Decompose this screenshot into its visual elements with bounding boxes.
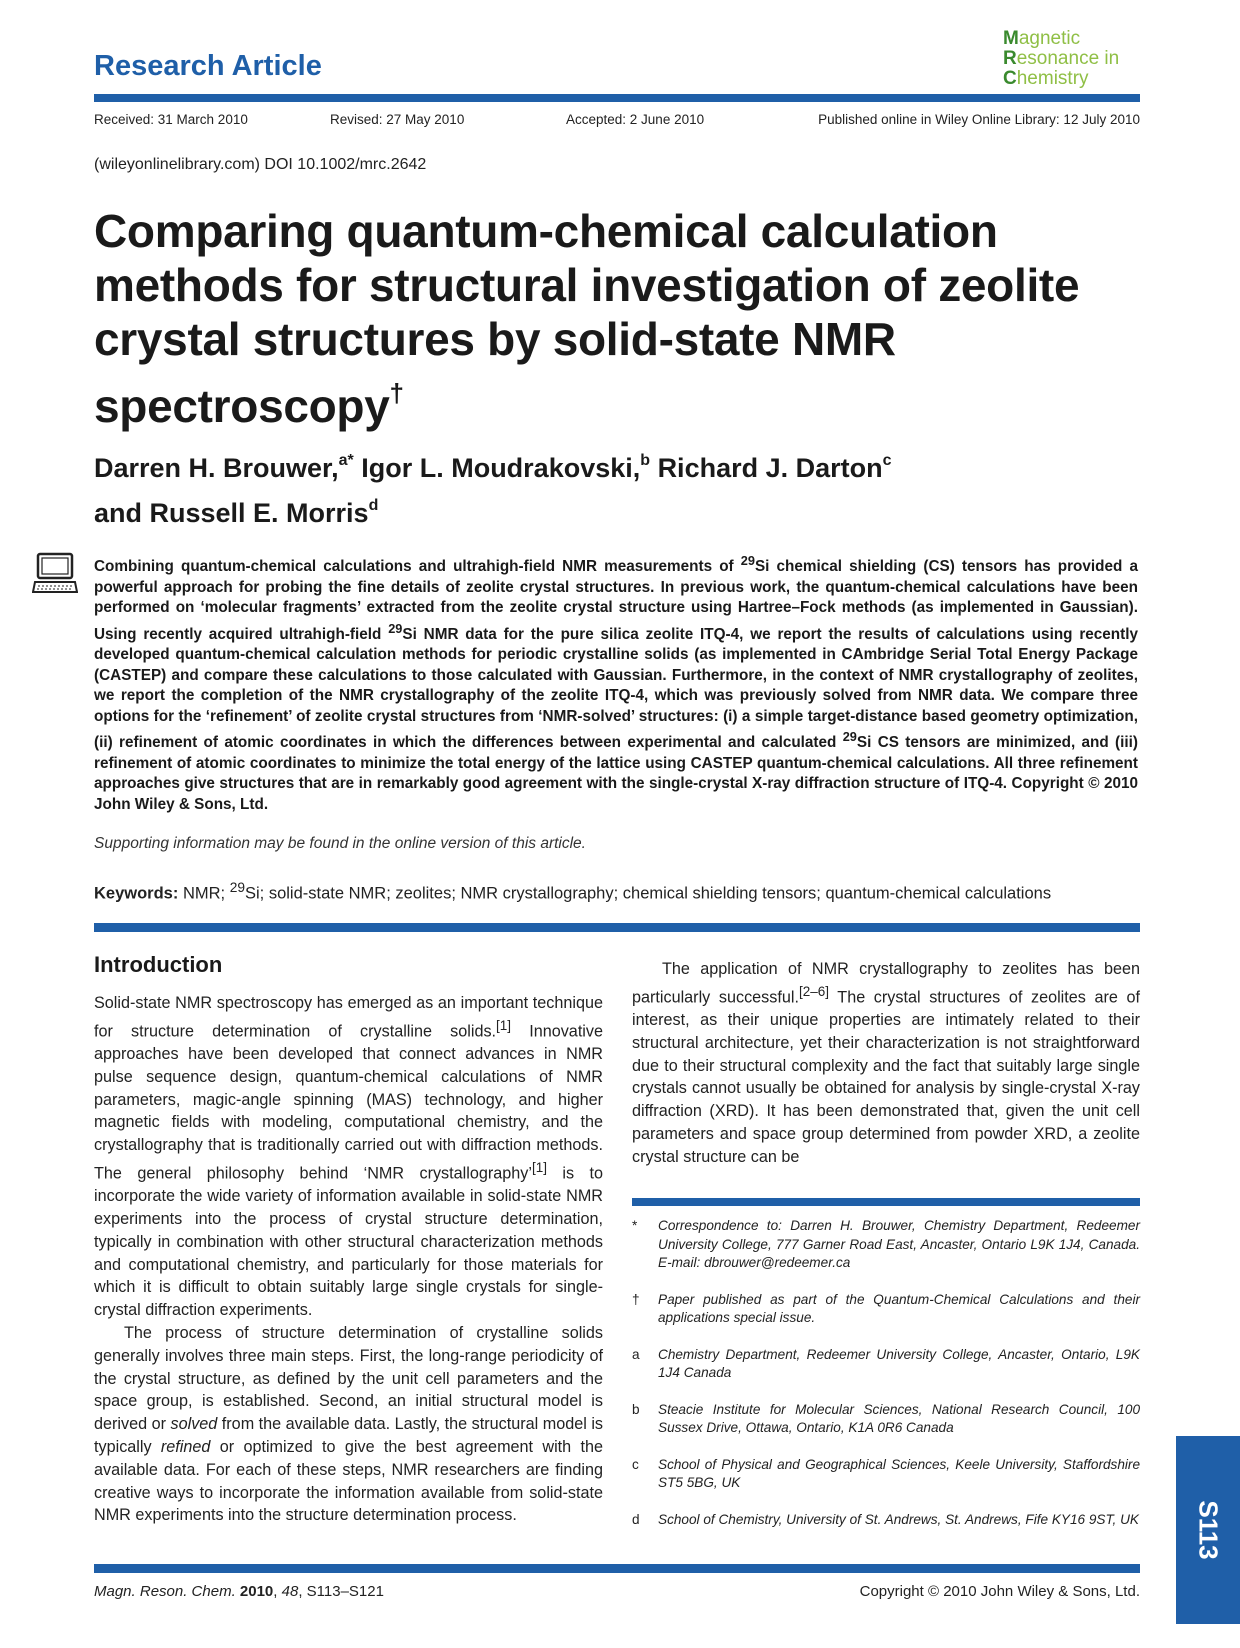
copyright-footer: Copyright © 2010 John Wiley & Sons, Ltd. xyxy=(859,1583,1140,1600)
footnotes xyxy=(632,1217,1140,1547)
logo-text-2: esonance in xyxy=(1016,48,1120,69)
journal-name: Magn. Reson. Chem. xyxy=(94,1583,236,1600)
footnote-mark: * xyxy=(632,1218,638,1233)
page-number-tab xyxy=(1176,1436,1240,1624)
author-list xyxy=(94,442,1094,532)
footnote xyxy=(632,1401,1140,1438)
body-column-left xyxy=(94,992,603,1527)
section-label: Research Article xyxy=(94,50,322,82)
keywords-label: Keywords: xyxy=(94,884,179,903)
footnote xyxy=(632,1346,1140,1383)
footnote xyxy=(632,1291,1140,1328)
isotope-superscript: 29 xyxy=(842,729,857,745)
logo-cap-r: R xyxy=(1003,48,1017,69)
author-affiliation: d xyxy=(368,497,379,514)
journal-logo xyxy=(1003,29,1153,89)
paragraph xyxy=(94,1322,603,1527)
footnote-text: Steacie Institute for Molecular Sciences, National Research Council, 100 Sussex Drive, Ottawa, Ontario, K1A 0R6 Canada xyxy=(658,1401,1140,1435)
article-title xyxy=(94,204,1174,433)
author-name: and Russell E. Morris xyxy=(94,498,369,528)
doi-line: (wileyonlinelibrary.com) DOI 10.1002/mrc.2642 xyxy=(94,156,427,173)
keywords xyxy=(94,880,1154,904)
keywords-text: NMR; xyxy=(178,884,230,903)
paragraph-text: The process of structure determination of crystalline solids generally involves three main steps. First, the long-range periodicity of the crystal structure, as defined by the unit cell parameters and the space group, is established. Second, an initial structural model is derived or xyxy=(94,1323,603,1434)
citation-footer: Magn. Reson. Chem. 2010, 48, S113–S121 xyxy=(94,1583,384,1600)
logo-cap-m: M xyxy=(1003,28,1019,49)
revised-date: Revised: 27 May 2010 xyxy=(330,112,465,127)
isotope-superscript: 29 xyxy=(388,620,403,636)
journal-pages: , S113–S121 xyxy=(298,1583,384,1600)
emphasis: refined xyxy=(160,1437,211,1456)
footnote-mark: b xyxy=(632,1401,640,1417)
footnote-mark: d xyxy=(632,1511,640,1527)
author-name: Igor L. Moudrakovski, xyxy=(361,453,641,483)
abstract-text: Combining quantum-chemical calculations and ultrahigh-field NMR measurements of xyxy=(94,558,741,576)
accepted-date: Accepted: 2 June 2010 xyxy=(566,112,705,127)
paragraph-text: The application of NMR crystallography to zeolites has been particularly successful. xyxy=(632,960,1140,1007)
logo-cap-c: C xyxy=(1003,68,1017,89)
footnote xyxy=(632,1456,1140,1493)
footer-rule xyxy=(94,1564,1140,1573)
received-date: Received: 31 March 2010 xyxy=(94,112,248,127)
footnote xyxy=(632,1511,1140,1530)
footnote-rule xyxy=(632,1198,1140,1206)
section-heading: Introduction xyxy=(94,952,223,977)
author-name: Richard J. Darton xyxy=(657,453,883,483)
footnote-mark: c xyxy=(632,1456,639,1472)
page-number: S113 xyxy=(1193,1500,1224,1560)
paragraph xyxy=(94,992,603,1322)
paragraph-text: is to incorporate the wide variety of information available in solid-state NMR experiments into the process of crystal structure determination, typically in combination with other structural characterization methods and computational chemistry, and particularly for those materials for which it is difficult to obtain suitably large single crystals for single-crystal diffraction experiments. xyxy=(94,1164,604,1320)
abstract-text: Si CS tensors are minimized, and (iii) refinement of atomic coordinates to minimize the total energy of the lattice using CASTEP quantum-chemical calculations. All three refinement approaches give structures that are in remarkably good agreement with the single-crystal X-ray diffraction structure of ITQ-4. Copyright © 2010 John Wiley & Sons, Ltd. xyxy=(94,734,1138,813)
keywords-text: Si; solid-state NMR; zeolites; NMR crystallography; chemical shielding tensors; quantum-chemical calculations xyxy=(245,884,1052,903)
isotope-superscript: 29 xyxy=(229,880,245,895)
author-affiliation: b xyxy=(640,452,651,469)
footnote xyxy=(632,1217,1140,1273)
footnote-text: School of Chemistry, University of St. Andrews, St. Andrews, Fife KY16 9ST, UK xyxy=(658,1511,1139,1527)
abstract-rule xyxy=(94,923,1140,932)
footnote-mark: † xyxy=(632,1291,640,1307)
computer-icon xyxy=(32,552,78,596)
journal-year: 2010 xyxy=(239,1583,274,1600)
journal-volume: 48 xyxy=(281,1583,299,1600)
footnote-text: Chemistry Department, Redeemer University College, Ancaster, Ontario, L9K 1J4 Canada xyxy=(658,1346,1140,1380)
footnote-text: Correspondence to: Darren H. Brouwer, Chemistry Department, Redeemer University College, 777 Garner Road East, Ancaster, Ontario L9K 1J4, Canada. E-mail: dbrouwer@redeemer.ca xyxy=(658,1218,1140,1270)
paragraph-text: The crystal structures of zeolites are of interest, as their unique properties are intimately related to their structural architecture, yet their characterization is not straightforward due to their structural complexity and the fact that suitably large single crystals cannot usually be obtained for analysis by single-crystal X-ray diffraction (XRD). It has been demonstrated that, given the unit cell parameters and space group determined from powder XRD, a zeolite crystal structure can be xyxy=(632,988,1140,1166)
author-affiliation: a* xyxy=(338,452,354,469)
published-date: Published online in Wiley Online Library: 12 July 2010 xyxy=(818,112,1140,127)
logo-text-3: hemistry xyxy=(1016,68,1089,89)
title-dagger: † xyxy=(389,378,404,408)
header-rule xyxy=(94,94,1140,102)
citation: [2–6] xyxy=(798,983,829,999)
supporting-info-note: Supporting information may be found in the online version of this article. xyxy=(94,835,586,852)
paragraph xyxy=(632,958,1140,1169)
author-name: Darren H. Brouwer, xyxy=(94,453,339,483)
logo-text-1: agnetic xyxy=(1018,28,1081,49)
abstract-text: Si chemical shielding (CS) tensors has provided a powerful approach for probing the fine details of zeolite crystal structures. In previous work, the quantum-chemical calculations have been performed on ‘molecular fragments’ extracted from the zeolite crystal structure using Hartree–Fock methods (as implemented in Gaussian). Using recently acquired ultrahigh-field xyxy=(94,558,1138,643)
citation: [1] xyxy=(496,1017,512,1033)
abstract-text: Si NMR data for the pure silica zeolite ITQ-4, we report the results of calculations using recently developed quantum-chemical calculation methods for periodic crystalline solids (as implemented in CAmbridge Serial Total Energy Package (CASTEP) and compare these calculations to those calculated with Gaussian. Furthermore, in the context of NMR crystallography of zeolites, we report the completion of the NMR crystallography of the zeolite ITQ-4, which was previously solved from NMR data. We compare three options for the ‘refinement’ of zeolite crystal structures from ‘NMR-solved’ structures: (i) a simple target-distance based geometry optimization, (ii) refinement of atomic coordinates in which the differences between experimental and calculated xyxy=(94,625,1138,752)
paragraph-text: from the available data. Lastly, the structural model is typically xyxy=(94,1415,604,1456)
title-text: Comparing quantum-chemical calculation methods for structural investigation of zeolite crystal structures by solid-state NMR spectroscopy xyxy=(94,205,1080,432)
footnote-text: Paper published as part of the Quantum-Chemical Calculations and their applications special issue. xyxy=(658,1291,1140,1325)
paragraph-text: or optimized to give the best agreement with the available data. For each of these steps, NMR researchers are finding creative ways to incorporate the information available from solid-state NMR experiments into the structure determination process. xyxy=(94,1437,603,1525)
paragraph-text: Solid-state NMR spectroscopy has emerged as an important technique for structure determination of crystalline solids. xyxy=(94,994,603,1041)
emphasis: solved xyxy=(170,1415,218,1434)
footnote-mark: a xyxy=(632,1346,640,1362)
footnote-text: School of Physical and Geographical Sciences, Keele University, Staffordshire ST5 5BG, UK xyxy=(658,1456,1140,1490)
author-affiliation: c xyxy=(882,452,892,469)
citation: [1] xyxy=(531,1159,547,1175)
isotope-superscript: 29 xyxy=(740,553,755,568)
paragraph-text: Innovative approaches have been developed that connect advances in NMR pulse sequence design, quantum-chemical calculations of NMR parameters, magic-angle spinning (MAS) technology, and higher magnetic fields with modeling, computational chemistry, and the crystallography that is traditionally carried out with diffraction methods. The general philosophy behind ‘NMR crystallography’ xyxy=(94,1022,604,1183)
abstract xyxy=(94,551,1138,815)
body-column-right xyxy=(632,958,1140,1169)
